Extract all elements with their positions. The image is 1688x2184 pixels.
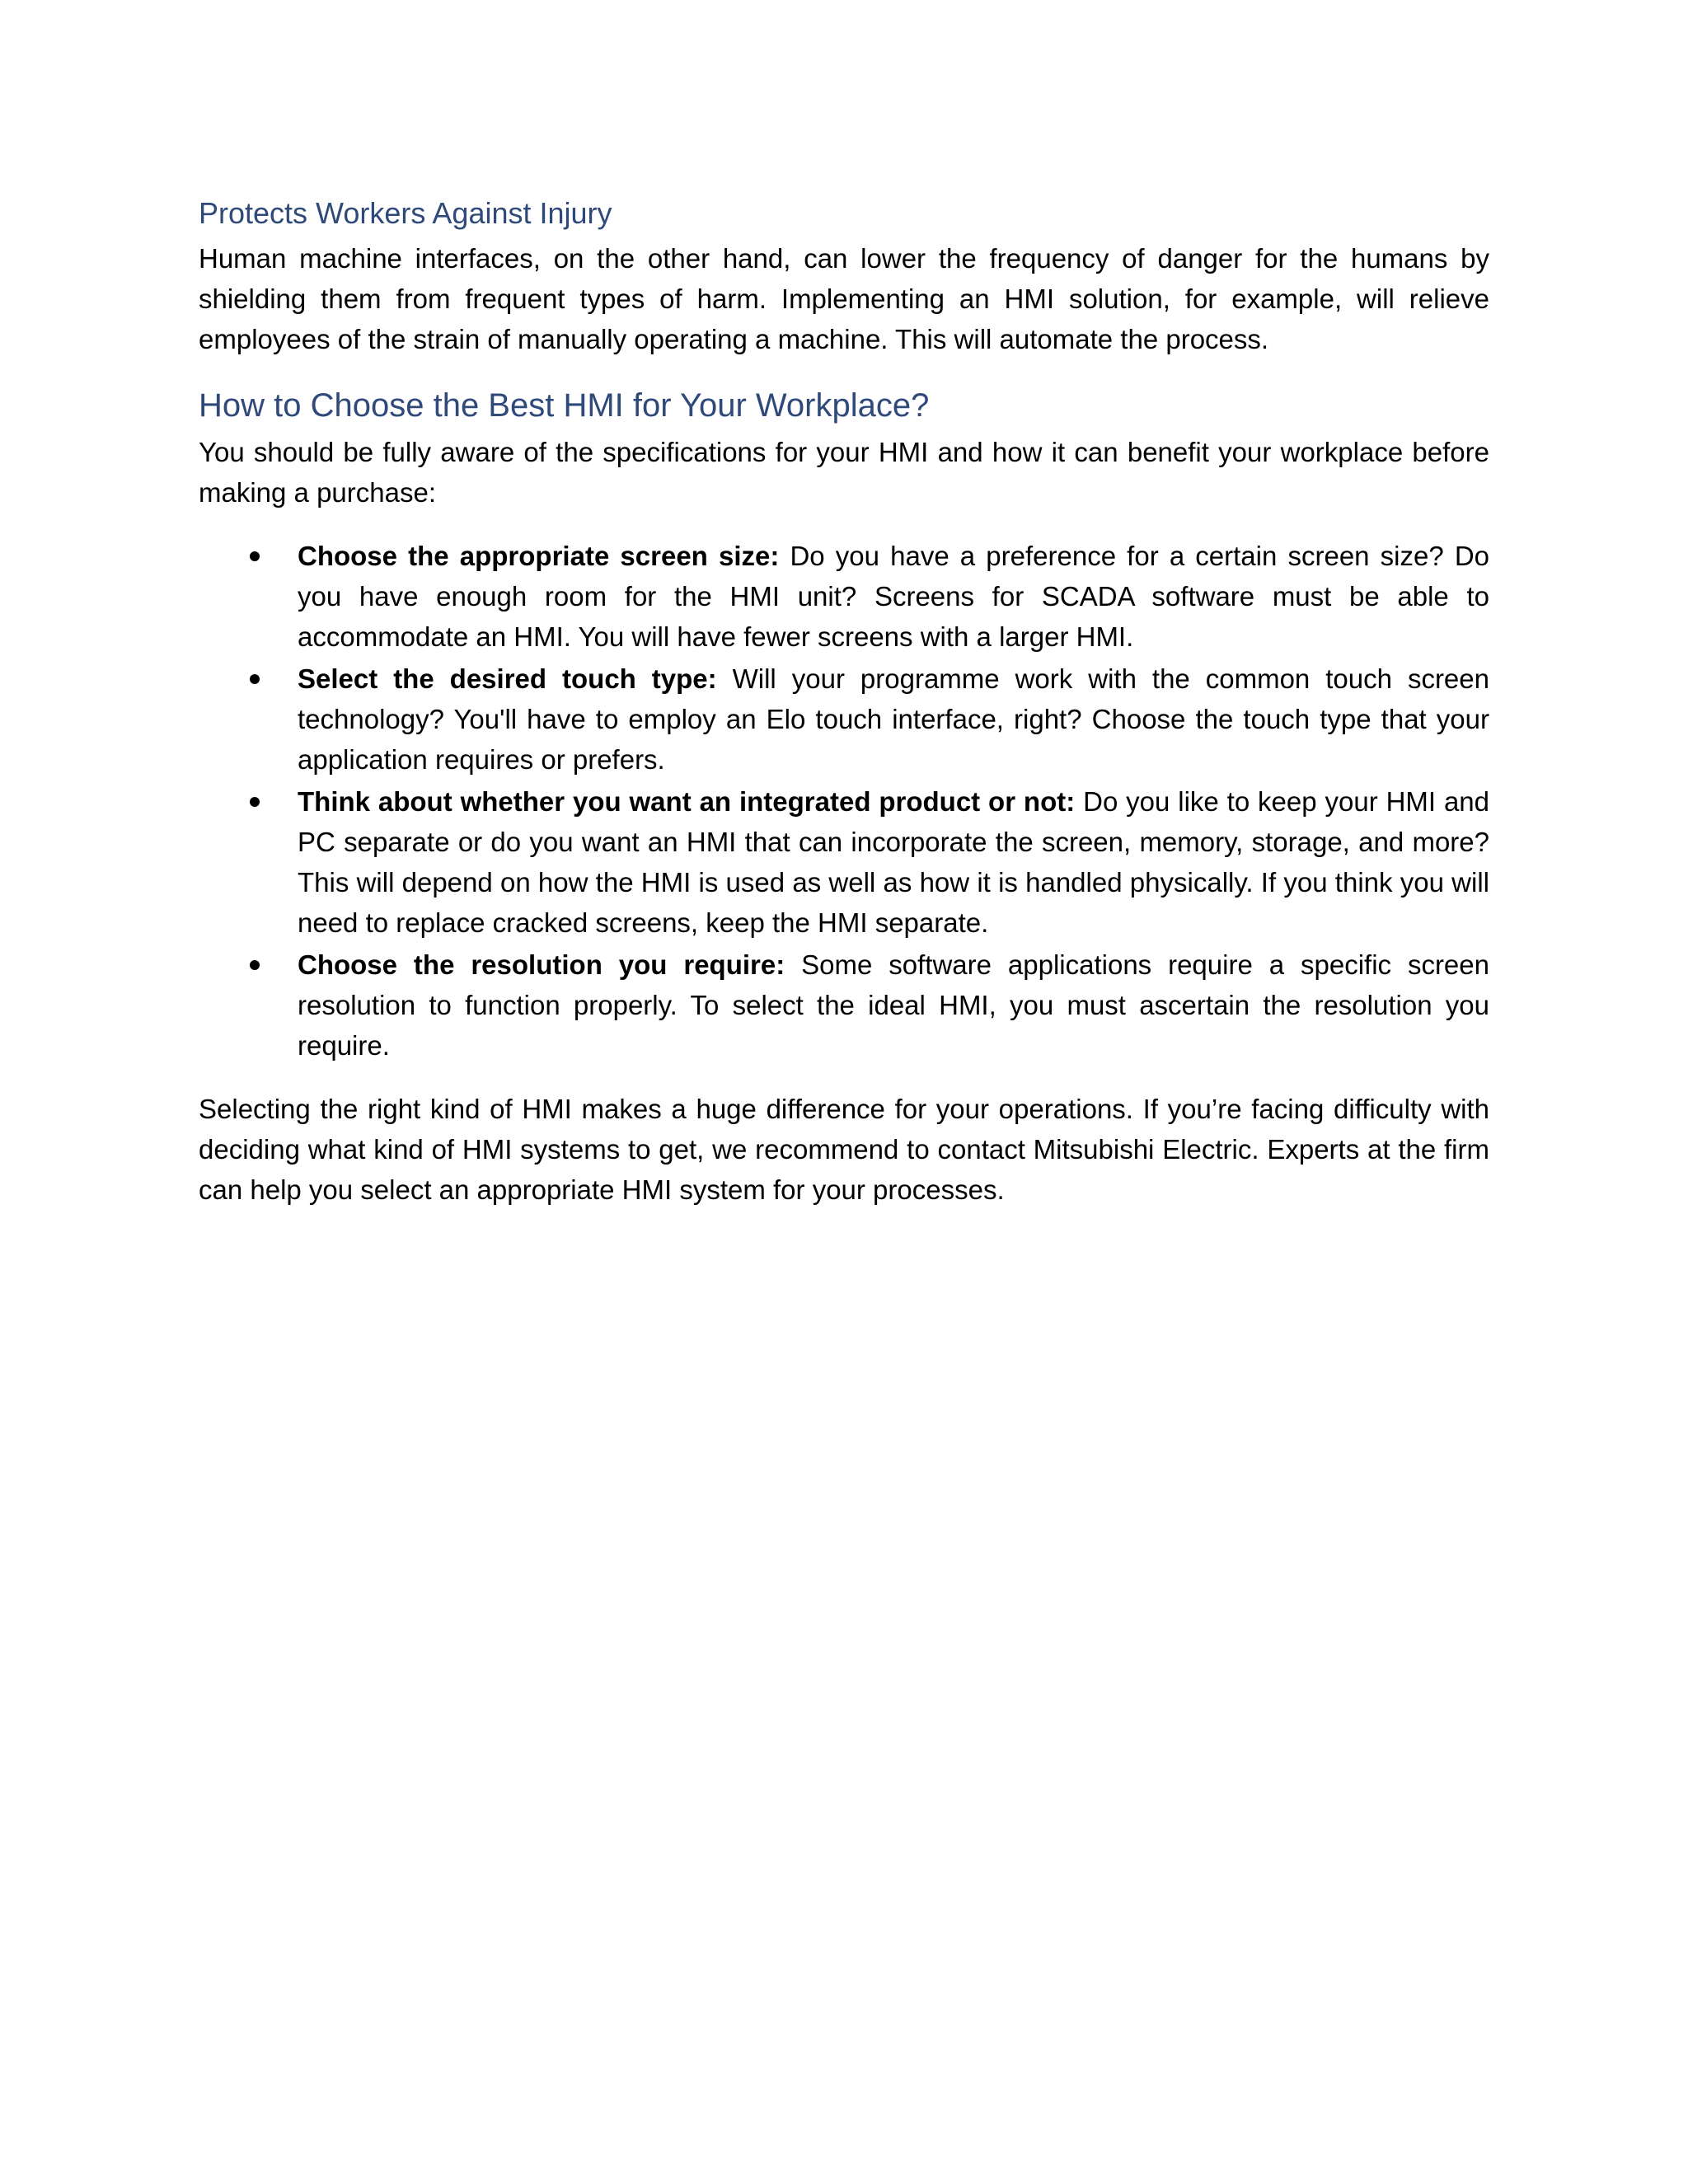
closing-paragraph: Selecting the right kind of HMI makes a huge difference for your operations. If you’re facing difficulty with deciding what kind of HMI systems to get, we recommend to contact Mitsubishi Electric. Experts at the firm can help you select an appropriate HMI system for your processes. (199, 1093, 1489, 1205)
list-item-text: Do you have a preference for a certain screen size? Do you have enough room for the HMI unit? Screens for SCADA software must be able to accommodate an HMI. You will have fewer screens with a larger HMI. (298, 540, 1490, 652)
bullet-icon (250, 797, 260, 807)
bullet-list (199, 536, 1489, 1066)
list-item-text: Will your programme work with the common touch screen technology? You'll have to employ an Elo touch interface, right? Choose the touch type that your application requires or prefers. (298, 663, 1489, 775)
bullet-icon (250, 551, 260, 561)
list-item (199, 536, 1489, 657)
list-item-lead: Choose the resolution you require: (298, 949, 785, 980)
section-heading-choose-hmi: How to Choose the Best HMI for Your Workplace? (199, 387, 930, 424)
section-heading-protects-workers: Protects Workers Against Injury (199, 196, 612, 230)
bullet-icon (250, 960, 260, 970)
list-item-text: Do you like to keep your HMI and PC separate or do you want an HMI that can incorporate the screen, memory, storage, and more? This will depend on how the HMI is used as well as how it is handled physically. If you think you will need to replace cracked screens, keep the HMI separate. (298, 785, 1489, 938)
list-item (199, 658, 1489, 780)
list-item-text: Some software applications require a specific screen resolution to function properly. To select the ideal HMI, you must ascertain the resolution you require. (298, 949, 1489, 1061)
section-intro-choose-hmi: You should be fully aware of the specifications for your HMI and how it can benefit your workplace before making a purchase: (199, 436, 1489, 508)
list-item-lead: Think about whether you want an integrated product or not: (298, 785, 1076, 817)
list-item (199, 944, 1489, 1066)
list-item-lead: Select the desired touch type: (298, 663, 717, 694)
list-item-lead: Choose the appropriate screen size: (298, 540, 780, 571)
bullet-icon (250, 674, 260, 684)
section-paragraph-protects-workers: Human machine interfaces, on the other hand, can lower the frequency of danger for the humans by shielding them from frequent types of harm. Implementing an HMI solution, for example, will relieve employees of the strain of manually operating a machine. This will automate the process. (199, 242, 1489, 354)
list-item (199, 781, 1489, 943)
document-page (199, 194, 1489, 1210)
